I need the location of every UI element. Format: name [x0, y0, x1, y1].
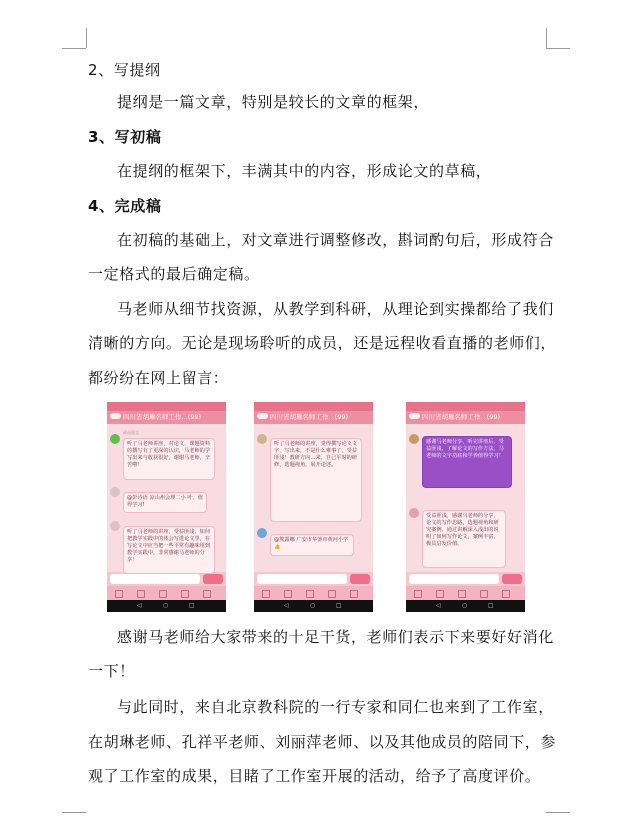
- chat-bubble: @彭诗语 凉山州会理二小 叶，值得学习!: [123, 492, 207, 513]
- heading-draft: 3、写初稿: [88, 128, 162, 146]
- paragraph: 与此同时，来自北京教科院的一行专家和同仁也来到了工作室，: [117, 698, 554, 716]
- paragraph: 一定格式的最后确定稿。: [88, 265, 260, 283]
- chat-bubble: 听了马老师的讲座，受益匪浅，如何把教学实践中的体会写进论文里，在写论文中应当把一些平常有趣味用到教学实践中，非常感谢马老师的分享！: [123, 526, 215, 574]
- chat-title: 四川省胡琳名师工作...(99): [422, 413, 501, 421]
- chat-title: 四川省胡琳名师工作...(99): [123, 413, 202, 421]
- paragraph: 感谢马老师给大家带来的十足干货，老师们表示下来要好好消化: [117, 628, 554, 646]
- crop-mark: [62, 48, 86, 49]
- paragraph: 在胡琳老师、孔祥平老师、刘丽萍老师、以及其他成员的陪同下，参: [88, 733, 557, 751]
- avatar: [257, 434, 267, 444]
- paragraph: 提纲是一篇文章，特别是较长的文章的框架，: [117, 93, 430, 111]
- heading-outline: 2、写提纲: [88, 61, 161, 79]
- crop-mark: [86, 28, 87, 48]
- paragraph: 在初稿的基础上，对文章进行调整修改，斟词酌句后，形成符合: [117, 231, 554, 249]
- avatar: [110, 487, 120, 497]
- avatar: [110, 521, 120, 531]
- chat-bubble: 听了马老师的讲座，觉得撰写论文文字，写出来，不是什么难事了，受益匪浅！教研方向…来，自己平时的研修，选题视角，展开论述。: [270, 438, 362, 522]
- avatar: [257, 528, 267, 538]
- chat-screenshot-3: 四川省胡琳名师工作...(99) 感谢马老师分享，听完讲座后，受益匪浅，了解论文的写作方法。马老师的文字功底和学养值得学习！ 受益匪浅，感谢马老师的分享，论文的写作思路，选题视角和研究案例，通过讲解深入浅出的说明了如何写作论文，案例丰富，极具启发价值。 ◁ ○ □: [406, 402, 525, 612]
- chat-bubble: @熊露娜 广安市华蓥市黄河小学 👍: [270, 534, 354, 556]
- chat-screenshot-2: 四川省胡琳名师工作...(99) 听了马老师的讲座，觉得撰写论文文字，写出来，不是什么难事了，受益匪浅！教研方向…来，自己平时的研修，选题视角，展开论述。 @熊露娜 广安市华蓥市黄河小学 👍 ◁ ○ □: [254, 402, 373, 612]
- chat-bubble: 受益匪浅，感谢马老师的分享，论文的写作思路，选题视角和研究案例，通过讲解深入浅出的说明了如何写作论文，案例丰富，极具启发价值。: [422, 510, 506, 568]
- paragraph: 清晰的方向。无论是现场聆听的成员，还是远程收看直播的老师们，: [88, 334, 557, 352]
- paragraph: 观了工作室的成果，目睹了工作室开展的活动，给予了高度评价。: [88, 767, 541, 785]
- chat-screenshot-1: 四川省胡琳名师工作...(99) 成员留言 听了马老师讲座，对论文、课题资料的撰写有了更深的认识，马老师的学写出来与收获很好，谢谢马老师，辛苦啦！ @彭诗语 凉山州会理二小 叶，值得学习! 听了马老师的讲座，受益匪浅，如何把教学实践中的体会写进论文里，在写论文中应当把一些平常有趣味用到教学实践中，非常感谢马老师的分享！ ◁ ○ □: [107, 402, 226, 612]
- avatar: [409, 434, 419, 444]
- paragraph: 在提纲的框架下，丰满其中的内容，形成论文的草稿，: [117, 162, 492, 180]
- crop-mark: [546, 28, 547, 48]
- heading-final: 4、完成稿: [88, 197, 162, 215]
- crop-mark: [546, 48, 570, 49]
- paragraph: 都纷纷在网上留言：: [88, 369, 229, 387]
- chat-title: 四川省胡琳名师工作...(99): [270, 413, 349, 421]
- paragraph: 一下！: [88, 662, 135, 680]
- chat-bubble: 感谢马老师分享，听完讲座后，受益匪浅，了解论文的写作方法。马老师的文字功底和学养值得学习！: [422, 436, 512, 488]
- crop-mark: [62, 812, 86, 813]
- paragraph: 马老师从细节找资源，从教学到科研，从理论到实操都给了我们: [117, 300, 554, 318]
- chat-bubble: 听了马老师讲座，对论文、课题资料的撰写有了更深的认识，马老师的学写出来与收获很好，谢谢马老师，辛苦啦！: [123, 438, 215, 480]
- crop-mark: [546, 812, 570, 813]
- avatar: [409, 508, 419, 518]
- avatar: [110, 434, 120, 444]
